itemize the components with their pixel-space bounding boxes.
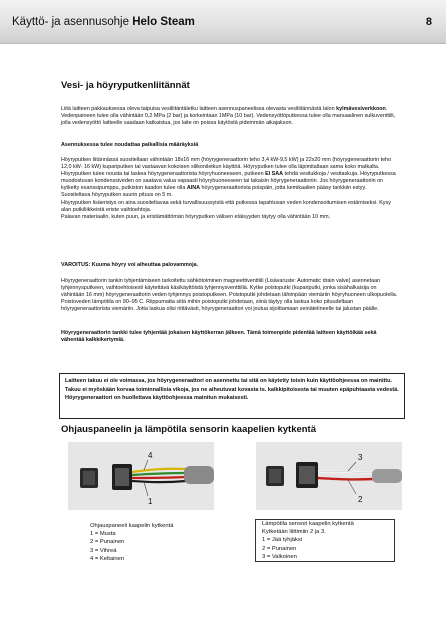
installation-regulations-subheading: Asennuksessa tulee noudattaa paikallisia määräyksiä: [61, 142, 199, 148]
paragraph-tank-emptying: Höyrygeneraattorin tankki tulee tyhjentää jokaisen käyttökerran jälkeen. Tämä toimenpide pidentää laitteen käyttöikää sekä vähentää kalkkikertymiä.: [61, 330, 377, 344]
control-panel-cable-photo: [68, 442, 214, 510]
control-panel-caption: [90, 522, 173, 563]
caption-item: 2 = Punainen: [262, 545, 297, 552]
document-title: [12, 16, 195, 28]
caption-item: 3 = Vihreä: [90, 547, 117, 554]
caption-item: 3 = Valkoinen: [262, 553, 297, 560]
caption-item: 1 = Jää tyhjäksi: [262, 537, 303, 544]
section-heading-water-steam: Vesi- ja höyryputkenliitännät: [61, 80, 190, 91]
sensor-caption-subtitle: Kytketään liittimiin 2 ja 3.: [262, 529, 326, 536]
sensor-caption: [262, 520, 354, 561]
left-photo-label-4: 4: [148, 451, 153, 460]
title-regular: Käyttö- ja asennusohje: [12, 16, 133, 28]
warning-text: VAROITUS: Kuuma höyry voi aiheuttaa palovammoja.: [61, 262, 199, 268]
title-product: Helo Steam: [132, 16, 195, 28]
right-photo-label-2: 2: [358, 495, 363, 504]
warranty-line-2: Takuu ei myöskään korvaa toiminnallisia vikoja, jos ne aiheutuvat kovasta ts. kalkkipitoisesta tai muuten epäpuhtaasta vedestä.: [65, 386, 399, 393]
warranty-line-3: Höyrygeneraattori on huollettava käyttöohjeessa mainitun mukaisesti.: [65, 395, 249, 402]
control-panel-caption-title: Ohjauspaneeli kaapelin kytkentä: [90, 523, 174, 529]
paragraph-water-connection: Liitä laitteen pakkauksessa oleva taipuisa vesiliitäntäletku laitteen asennuspaneelissa olevasta vesiliitännästä talon kylmävesiverkkoon. Vedenpaineen tulee olla vähintään 0,2 MPa (2 bar) ja korkeintaan 1MPa (10 bar). Vedensyöttöputkessa tulee olla manuaalinen sulkuventtiili, jolla vedensyöttö laitteelle saadaan katkaistua, jos laite on poissa käytöstä pidemmän aikajakson.: [61, 106, 396, 127]
page-number: 8: [425, 16, 432, 28]
page-header: [0, 0, 446, 44]
warranty-line-1: Laitteen takuu ei ole voimassa, jos höyrygeneraattori on asennettu tai sitä on käytetty toisin kuin käyttöohjeessa on mainittu.: [65, 378, 393, 384]
warranty-notice-box: [59, 373, 405, 419]
right-photo-label-3: 3: [358, 453, 363, 462]
paragraph-drain-valve: Höyrygeneraattorin tankin tyhjentämiseen tarkoitettu sähkötoiminen magneettiventtiili (Lisävaruste: Automatic drain valve) asennetaan tyhjennysputkeen, vaihtoehtoisesti käytettävä käsikäyttöistä tyhjennysventtiiliä. Kytke poistoputki (kupariputki, jonka sisähalkaisija on vähintään 16 mm) höyrygeneraattorin veden tyhjennys poistoputkeen. Poistoputki johdetaan lähimpään viemäriin höyryhuoneen ulkopuolella. Poistoveden lämpötila on 90–95 C. Riippumatta siitä mihin poistoputki johdetaan, siinä täytyy olla laskua koko pituudeltaan höyrygeneraattorista viemäriin. Jotta laskua olisi riittävästi, höyrygeneraattori voi joutua sijoittamaan seinätelineelle tai jalustan päälle.: [61, 278, 398, 313]
caption-item: 1 = Musta: [90, 531, 116, 538]
temperature-sensor-cable-photo: [256, 442, 402, 510]
section-heading-cables: Ohjauspaneelin ja lämpötila sensorin kaapelien kytkentä: [61, 424, 317, 435]
left-photo-label-1: 1: [148, 497, 153, 506]
caption-item: 2 = Punainen: [90, 539, 125, 546]
paragraph-steam-pipe: Höyryputken liitännässä suositellaan vähintään 18x16 mm (höyrygeneraattorin teho 3,4 kW-9,5 kW) ja 22x20 mm (höyrygeneraattorin teho 12,0 kW- 16 kW) kupariputken tai vastaavan kokoisen silikoniletkun käyttöä. Höyryputken tulee olla läpimitaltaan sama koko matkalta. Höyryputken tulee nousta tai laskea höyrygeneraattorista höyryhuoneeseen, putkeen EI SAA tehdä vesilukkoja / vesitaskuja. Höyryputkessa muodostuvan kondenssiveden on saatava valua vapaasti höyryhuoneeseen tai takaisin höyrygeneraattoriin. Jos höyrygeneraattoriin on kytketty esanssipumppu, putkiston kaadon tulee olla AINA höyrygeneraattorista poispäin, jotta kemikaalien pääsy tankkiin estyy. Suositeltava höyryputken suurin pituus on 5 m. Höyryputken lisäeristys on aina suositeltavaa sekä turvallisuussyistä että putkessa tapahtuvan veden kondensoitumisen estämiseksi. Kysy alan putkiliikkeistä eriste vaihtoehtoja. Palavan materiaalin, kuten puun, ja eristämättömän höyryputken välisen etäisyyden täytyy olla vähintään 10 mm.: [61, 157, 396, 220]
sensor-caption-title: Lämpötila sensori kaapelin kytkentä: [262, 521, 354, 527]
caption-item: 4 = Keltainen: [90, 555, 125, 562]
